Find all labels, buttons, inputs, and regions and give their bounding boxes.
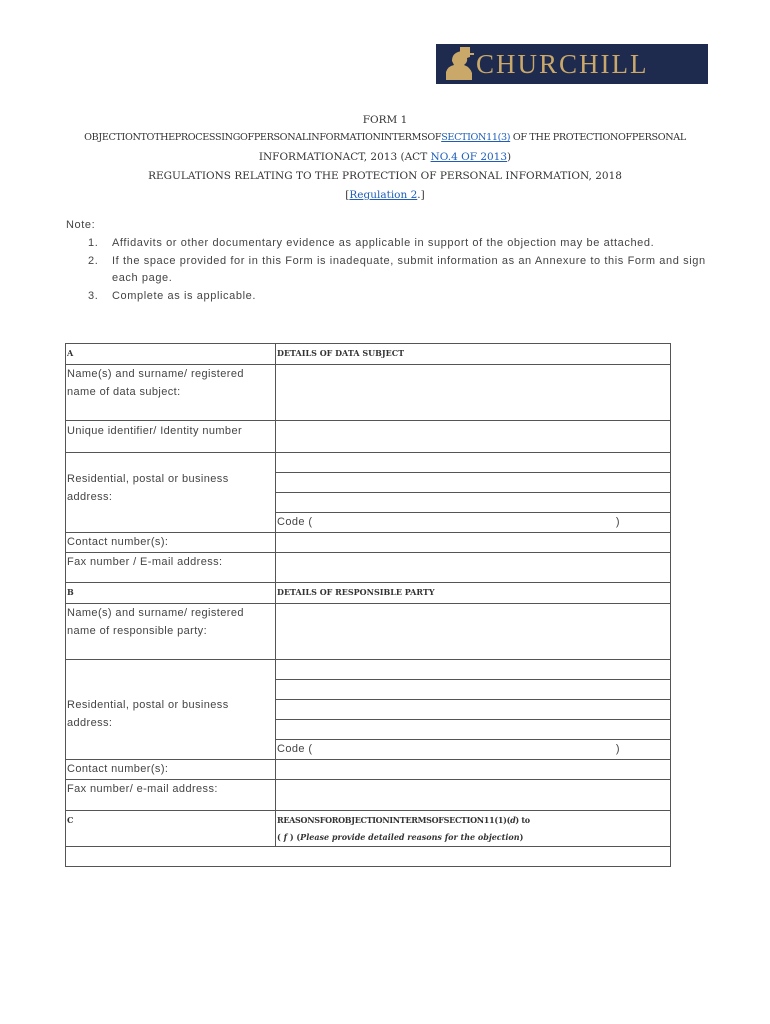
section-a-title: DETAILS OF DATA SUBJECT	[275, 343, 671, 365]
title-text: OF	[512, 132, 527, 143]
responsible-party-name-field[interactable]	[275, 603, 671, 660]
heading-text: f	[283, 832, 288, 842]
title-text: THE PROTECTIONOFPERSONAL	[529, 132, 686, 143]
note-item	[88, 288, 708, 306]
act-no-4-link[interactable]: NO.4 OF 2013	[430, 151, 508, 163]
data-subject-id-label: Unique identifier/ Identity number	[65, 420, 276, 453]
objection-reasons-field[interactable]	[65, 846, 671, 867]
data-subject-name-label: Name(s) and surname/ registered name of data subject:	[65, 364, 276, 421]
responsible-party-contact-field[interactable]	[275, 759, 671, 780]
data-subject-address-line-1[interactable]	[275, 452, 671, 473]
section-c-letter: C	[65, 810, 276, 847]
data-subject-code-field[interactable]	[275, 512, 671, 533]
section-a-letter: A	[65, 343, 276, 365]
note-number: 3.	[88, 289, 99, 302]
section-b-letter: B	[65, 582, 276, 604]
title-text: OBJECTIONTOTHEPROCESSINGOFPERSONALINFORMATIONINTERMSOF	[84, 132, 442, 143]
data-subject-fax-email-field[interactable]	[275, 552, 671, 583]
notes-list	[88, 235, 708, 305]
code-label: Code (	[277, 516, 313, 528]
note-text: If the space provided for in this Form is inadequate, submit information as an Annexure to this Form and sign each page.	[112, 254, 706, 284]
bracket: .]	[417, 189, 425, 201]
code-close: )	[615, 516, 620, 528]
bracket: [	[345, 189, 350, 201]
form-title-line-1	[0, 132, 770, 143]
data-subject-contact-field[interactable]	[275, 532, 671, 553]
heading-text: d	[510, 815, 516, 825]
heading-text: )	[519, 832, 524, 842]
note-text: Affidavits or other documentary evidence as applicable in support of the objection may be attached.	[112, 237, 655, 249]
section-b-title: DETAILS OF RESPONSIBLE PARTY	[275, 582, 671, 604]
data-subject-name-field[interactable]	[275, 364, 671, 421]
responsible-party-address-line-4[interactable]	[275, 719, 671, 740]
churchill-logo	[436, 44, 708, 84]
section-c-heading	[277, 815, 530, 825]
note-number: 1.	[88, 237, 99, 249]
responsible-party-name-label: Name(s) and surname/ registered name of responsible party:	[65, 603, 276, 660]
responsible-party-fax-email-field[interactable]	[275, 779, 671, 811]
responsible-party-fax-email-label: Fax number/ e-mail address:	[65, 779, 276, 811]
note-item	[88, 235, 708, 253]
data-subject-address-label: Residential, postal or business address:	[65, 452, 276, 533]
objection-form-table	[65, 343, 671, 867]
note-label: Note:	[66, 219, 96, 231]
responsible-party-contact-label: Contact number(s):	[65, 759, 276, 780]
reasons-instruction: Please provide detailed reasons for the objection	[300, 832, 520, 842]
data-subject-fax-email-label: Fax number / E-mail address:	[65, 552, 276, 583]
data-subject-address-line-2[interactable]	[275, 472, 671, 493]
section-c-title	[275, 810, 671, 847]
responsible-party-address-line-1[interactable]	[275, 659, 671, 680]
responsible-party-address-label: Residential, postal or business address:	[65, 659, 276, 760]
logo-text: CHURCHILL	[476, 49, 649, 79]
code-label: Code (	[277, 743, 313, 755]
responsible-party-address-line-2[interactable]	[275, 679, 671, 700]
data-subject-address-line-3[interactable]	[275, 492, 671, 513]
title-text: INFORMATIONACT, 2013 (ACT	[258, 151, 428, 163]
code-close: )	[615, 743, 620, 755]
form-title-line-2	[0, 151, 770, 163]
data-subject-contact-label: Contact number(s):	[65, 532, 276, 553]
heading-text: ) (	[287, 832, 301, 842]
churchill-silhouette-icon	[440, 46, 480, 82]
responsible-party-address-line-3[interactable]	[275, 699, 671, 720]
section-11-3-link[interactable]: SECTION11(3)	[441, 132, 511, 143]
form-number: FORM 1	[362, 114, 408, 126]
regulation-2-link[interactable]: Regulation 2	[349, 189, 418, 201]
note-number: 2.	[88, 254, 99, 267]
data-subject-id-field[interactable]	[275, 420, 671, 453]
title-text: )	[507, 151, 512, 163]
heading-text: (	[277, 832, 284, 842]
heading-text: ) to	[515, 815, 530, 825]
regulations-heading: REGULATIONS RELATING TO THE PROTECTION OF PERSONAL INFORMATION, 2018	[148, 170, 622, 182]
heading-text: REASONSFOROBJECTIONINTERMSOFSECTION11(1)(	[277, 815, 511, 825]
regulation-reference	[0, 189, 770, 201]
note-text: Complete as is applicable.	[112, 289, 257, 302]
note-item	[88, 253, 708, 288]
responsible-party-code-field[interactable]	[275, 739, 671, 760]
